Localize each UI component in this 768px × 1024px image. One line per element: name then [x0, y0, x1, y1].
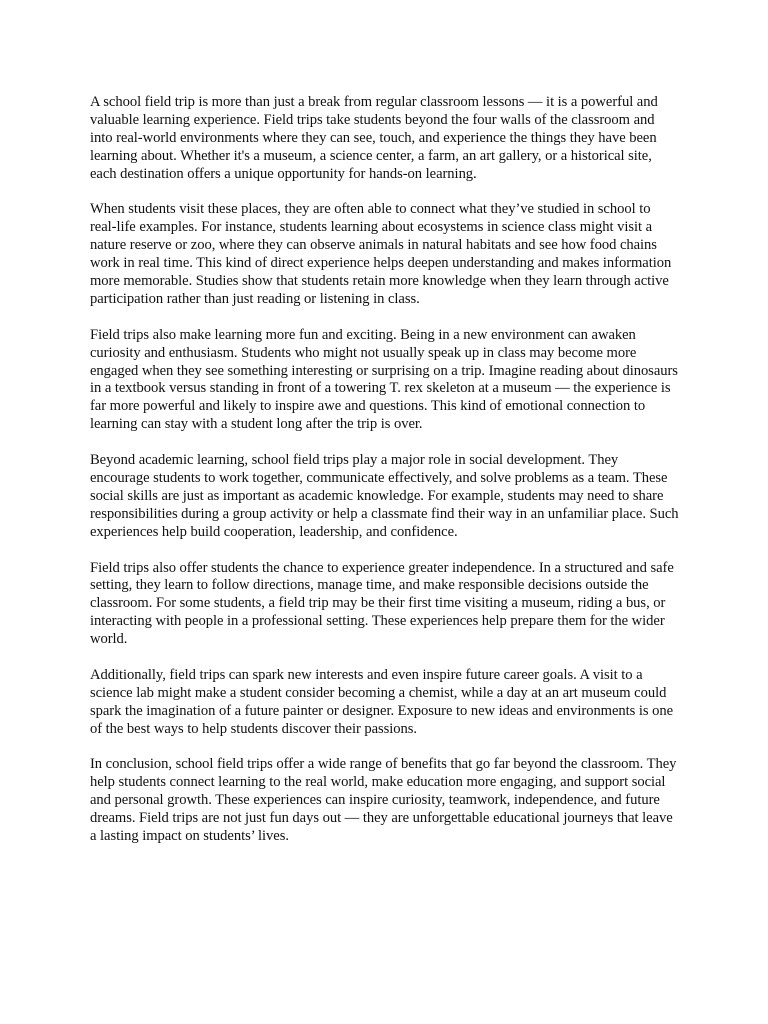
paragraph-fun-and-exciting: Field trips also make learning more fun and exciting. Being in a new environment can awaken curiosity and enthusiasm. Students who might not usually speak up in class may become more engaged when they see something interesting or surprising on a trip. Imagine reading about dinosaurs in a textbook versus standing in front of a towering T. rex skeleton at a museum — the experience is far more powerful and likely to inspire awe and questions. This kind of emotional connection to learning can stay with a student long after the trip is over. — [90, 326, 678, 433]
paragraph-career-interests: Additionally, field trips can spark new interests and even inspire future career goals. A visit to a science lab might make a student consider becoming a chemist, while a day at an art museum could spark the imagination of a future painter or designer. Exposure to new ideas and environments is one of the best ways to help students discover their passions. — [90, 666, 674, 737]
document-body — [90, 94, 680, 846]
paragraph-social-development: Beyond academic learning, school field trips play a major role in social development. They encourage students to work together, communicate effectively, and solve problems as a team. These social skills are just as important as academic knowledge. For example, students may need to share responsibilities during a group activity or help a classmate find their way in an unfamiliar place. Such experiences help build cooperation, leadership, and confidence. — [90, 452, 679, 540]
paragraph-intro: A school field trip is more than just a break from regular classroom lessons — it is a powerful and valuable learning experience. Field trips take students beyond the four walls of the classroom and into real-world environments where they can see, touch, and experience the things they have been learning about. Whether it's a museum, a science center, a farm, an art gallery, or a historical site, each destination offers a unique opportunity for hands-on learning. — [90, 94, 658, 182]
paragraph-independence: Field trips also offer students the chance to experience greater independence. In a structured and safe setting, they learn to follow directions, manage time, and make responsible decisions outside the classroom. For some students, a field trip may be their first time visiting a museum, riding a bus, or interacting with people in a professional setting. These experiences help prepare them for the wider world. — [90, 559, 674, 648]
paragraph-real-life-examples: When students visit these places, they are often able to connect what they’ve studied in school to real-life examples. For instance, students learning about ecosystems in science class might visit a nature reserve or zoo, where they can observe animals in natural habitats and see how food chains work in real time. This kind of direct experience helps deepen understanding and makes information more memorable. Studies show that students retain more knowledge when they learn through active participation rather than just reading or listening in class. — [90, 201, 672, 307]
paragraph-conclusion: In conclusion, school field trips offer a wide range of benefits that go far beyond the classroom. They help students connect learning to the real world, make education more engaging, and support social and personal growth. These experiences can inspire curiosity, teamwork, independence, and future dreams. Field trips are not just fun days out — they are unforgettable educational journeys that leave a lasting impact on students’ lives. — [90, 756, 677, 845]
